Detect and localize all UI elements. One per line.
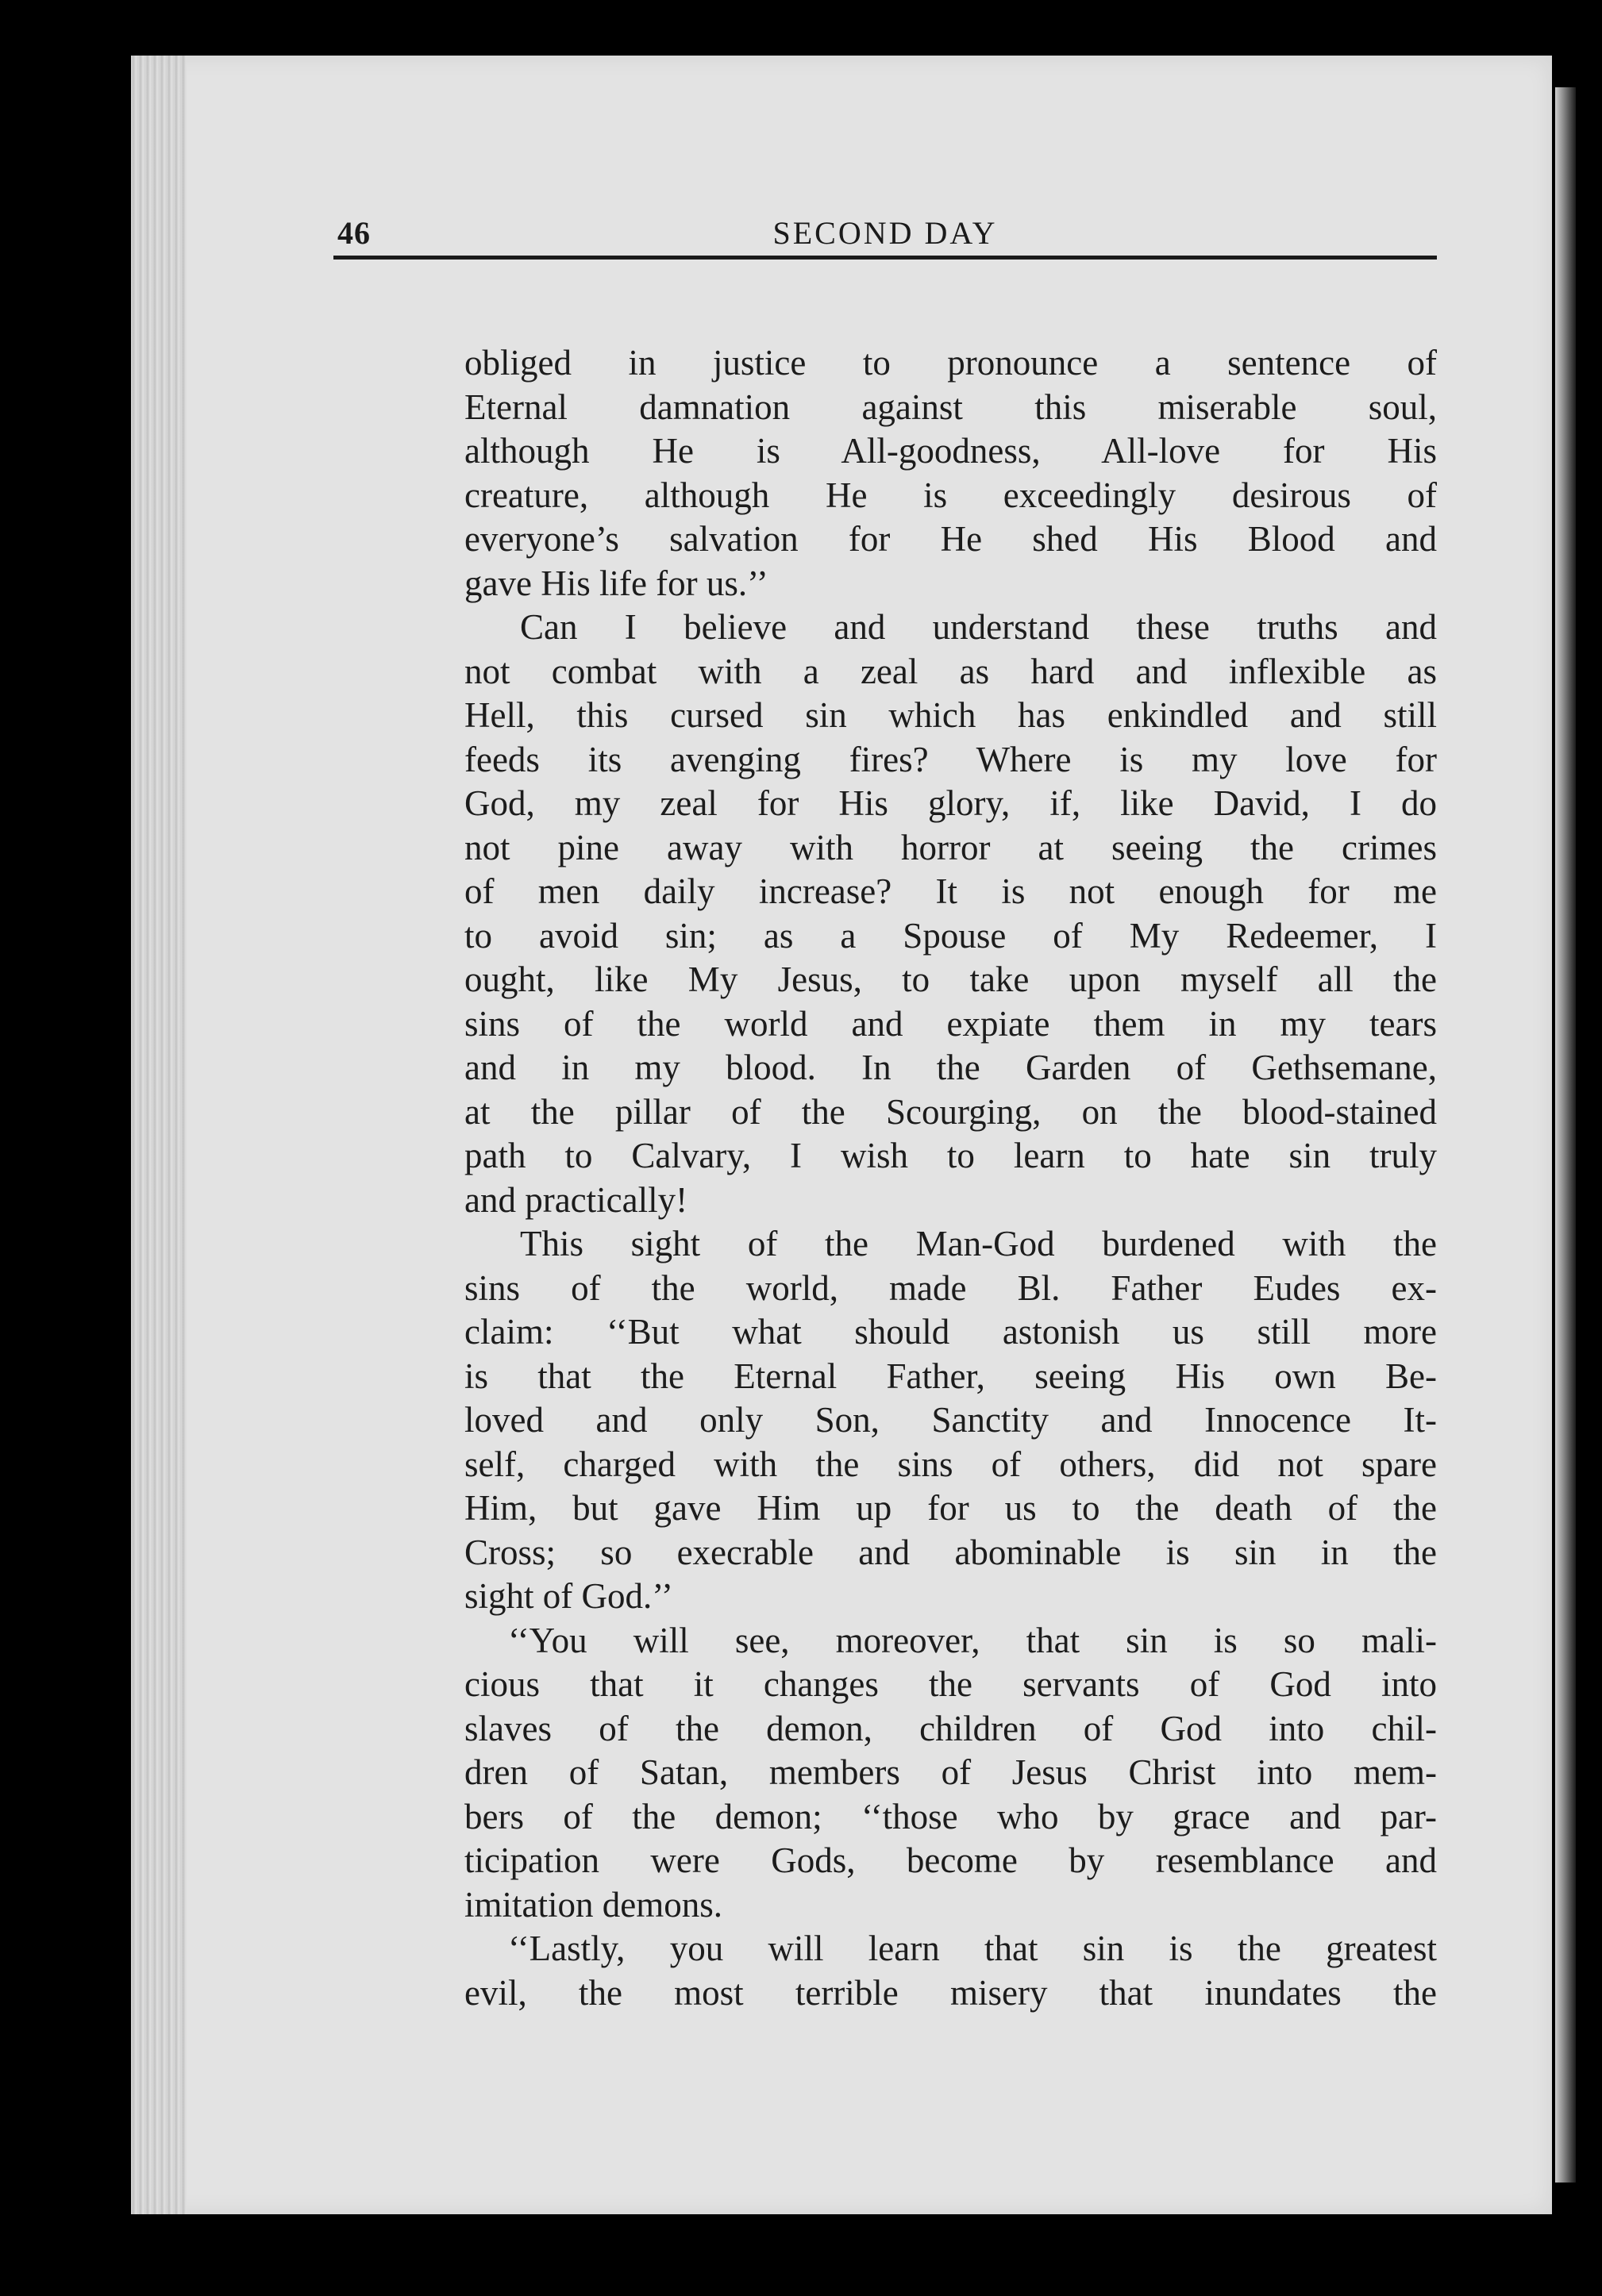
- page-number: 46: [337, 215, 371, 251]
- text-line: path to Calvary, I wish to learn to hate sin truly: [464, 1136, 1437, 1175]
- text-line: and in my blood. In the Garden of Gethsemane,: [464, 1048, 1437, 1087]
- text-line: imitation demons.: [464, 1884, 722, 1925]
- text-line: not pine away with horror at seeing the crimes: [464, 827, 1437, 867]
- text-line: Him, but gave Him up for us to the death of the: [464, 1488, 1437, 1528]
- text-line: ought, like My Jesus, to take upon myself all the: [464, 960, 1437, 999]
- text-line: creature, although He is exceedingly desirous of: [464, 475, 1437, 515]
- text-line: feeds its avenging fires? Where is my love for: [464, 739, 1437, 779]
- text-line: Can I believe and understand these truths and: [520, 607, 1437, 647]
- text-line: Hell, this cursed sin which has enkindled and still: [464, 695, 1437, 735]
- text-line: claim: ‘‘But what should astonish us still more: [464, 1312, 1437, 1352]
- text-line: dren of Satan, members of Jesus Christ into mem-: [464, 1752, 1437, 1792]
- text-line: is that the Eternal Father, seeing His own Be-: [464, 1356, 1437, 1396]
- text-line: of men daily increase? It is not enough for me: [464, 871, 1437, 911]
- text-line: sins of the world and expiate them in my tears: [464, 1003, 1437, 1044]
- text-line: to avoid sin; as a Spouse of My Redeemer, I: [464, 915, 1437, 956]
- text-line: although He is All-goodness, All-love for His: [464, 431, 1437, 471]
- text-line: cious that it changes the servants of God into: [464, 1664, 1437, 1704]
- text-line: ‘‘You will see, moreover, that sin is so mali-: [508, 1620, 1437, 1660]
- page-shadow-edge: [1555, 87, 1576, 2183]
- text-line: Cross; so execrable and abominable is sin in the: [464, 1532, 1437, 1572]
- text-line: ‘‘Lastly, you will learn that sin is the greatest: [508, 1929, 1437, 1968]
- text-line: slaves of the demon, children of God into chil-: [464, 1708, 1437, 1748]
- text-line: evil, the most terrible misery that inundates the: [464, 1972, 1437, 2013]
- text-line: sins of the world, made Bl. Father Eudes ex-: [464, 1267, 1437, 1308]
- text-line: everyone’s salvation for He shed His Blood and: [464, 519, 1437, 559]
- text-line: loved and only Son, Sanctity and Innocence It-: [464, 1400, 1437, 1440]
- text-line: This sight of the Man-God burdened with the: [520, 1224, 1437, 1263]
- text-line: bers of the demon; ‘‘those who by grace and par-: [464, 1796, 1437, 1836]
- text-line: not combat with a zeal as hard and inflexible as: [464, 651, 1437, 691]
- page-stack-edge: [131, 56, 187, 2214]
- running-head: SECOND DAY: [772, 215, 998, 251]
- body-text: [464, 341, 1437, 2015]
- text-line: self, charged with the sins of others, did not spare: [464, 1444, 1437, 1484]
- text-line: ticipation were Gods, become by resemblance and: [464, 1840, 1437, 1880]
- text-line: at the pillar of the Scourging, on the blood-stained: [464, 1091, 1437, 1132]
- text-line: gave His life for us.’’: [464, 563, 768, 603]
- page-header: [333, 192, 1437, 260]
- text-line: God, my zeal for His glory, if, like David, I do: [464, 783, 1437, 823]
- text-line: Eternal damnation against this miserable soul,: [464, 387, 1437, 427]
- text-line: sight of God.’’: [464, 1576, 673, 1616]
- text-line: obliged in justice to pronounce a sentence of: [464, 343, 1437, 383]
- text-line: and practically!: [464, 1179, 688, 1220]
